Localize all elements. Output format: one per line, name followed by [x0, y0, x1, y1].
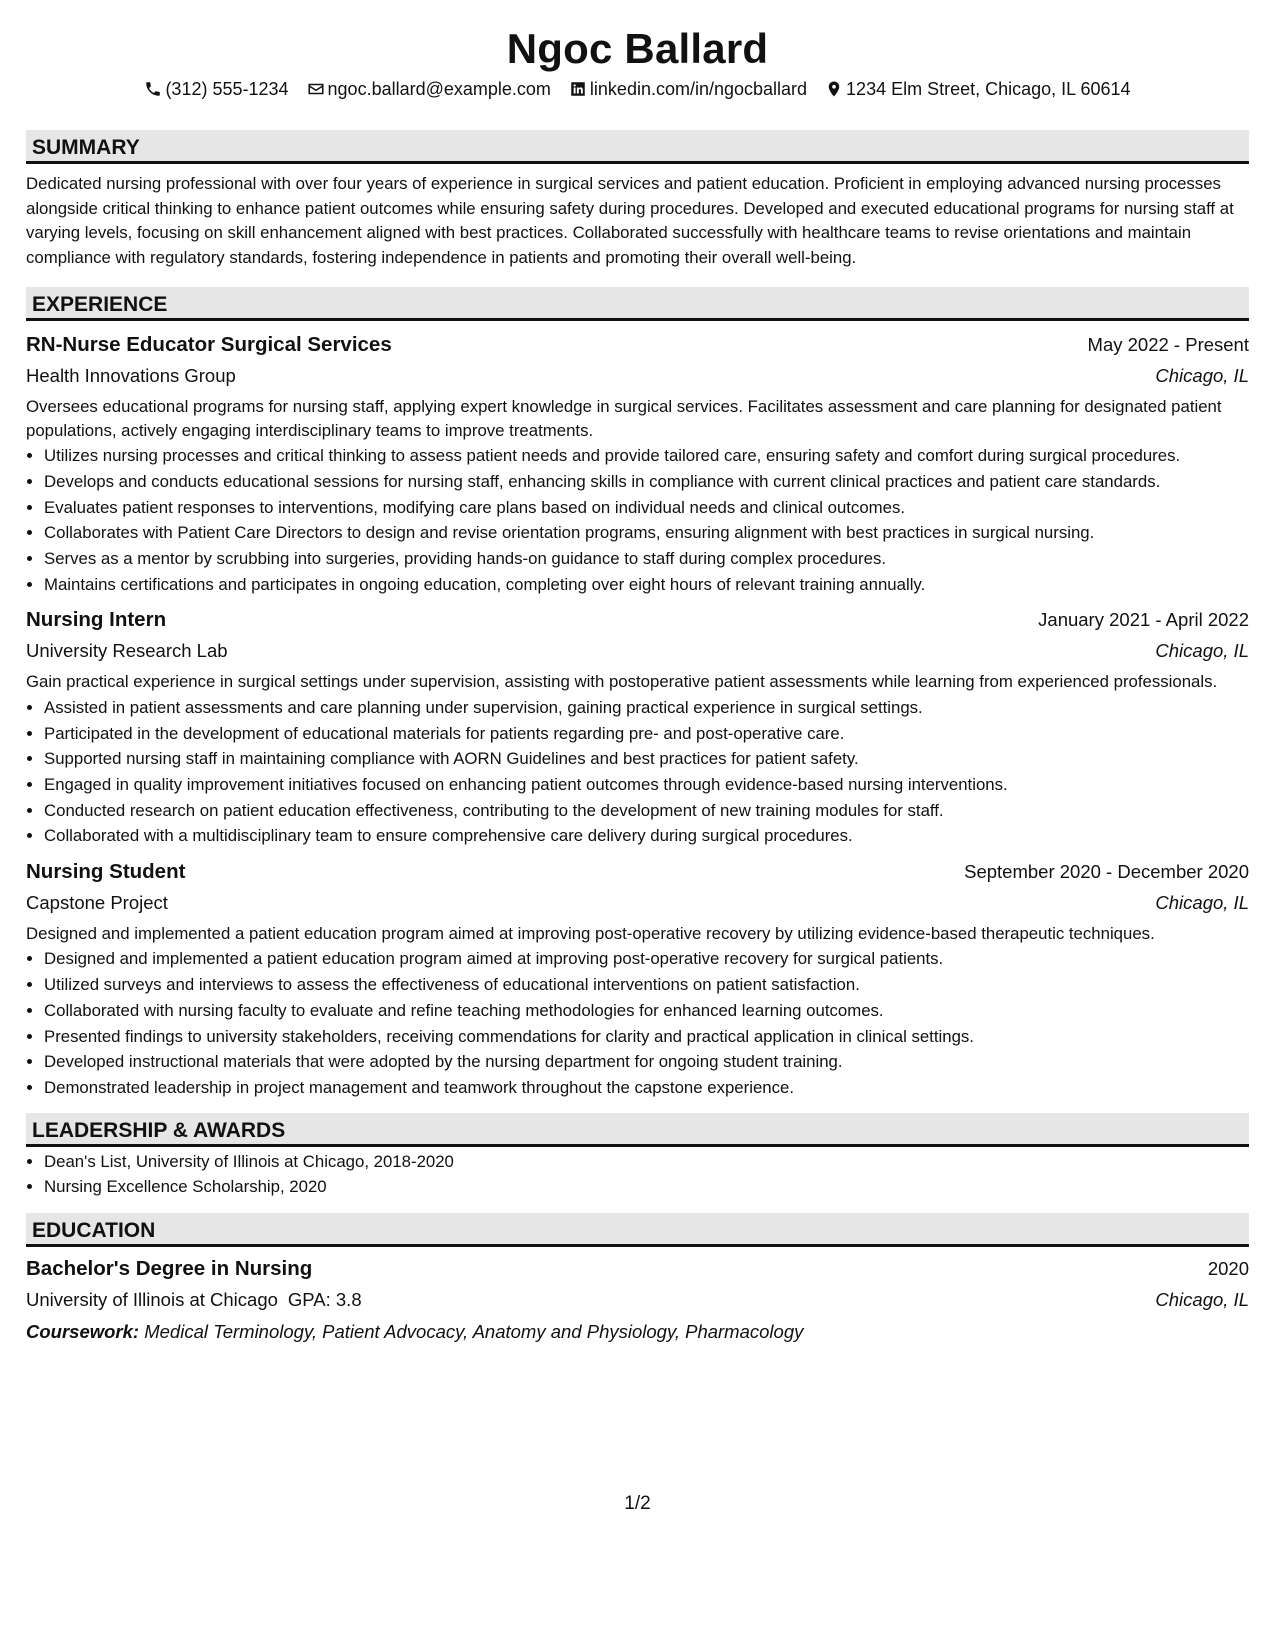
list-item: • Designed and implemented a patient education program aimed at improving post-operative recovery for surgical patients. [44, 947, 1249, 971]
linkedin-icon [569, 80, 587, 98]
job-location: Chicago, IL [1155, 640, 1249, 662]
list-item: • Collaborates with Patient Care Directors to design and revise orientation programs, ensuring alignment with best practices in surgical nursing. [44, 521, 1249, 545]
job-dates: September 2020 - December 2020 [964, 860, 1249, 882]
gpa: GPA: 3.8 [287, 1288, 362, 1310]
coursework [26, 1317, 1249, 1347]
list-item: • Supported nursing staff in maintaining compliance with AORN Guidelines and best practices for patient safety. [44, 747, 1249, 771]
list-item: • Collaborated with a multidisciplinary team to ensure comprehensive care delivery during surgical procedures. [44, 824, 1249, 848]
map-pin-icon [825, 80, 843, 98]
list-item: • Developed instructional materials that were adopted by the nursing department for ongoing student training. [44, 1050, 1249, 1074]
job-entry [26, 856, 1249, 1100]
list-item: • Dean's List, University of Illinois at Chicago, 2018-2020 [44, 1150, 1249, 1174]
job-organization: Capstone Project [26, 891, 168, 913]
list-item: • Conducted research on patient education effectiveness, contributing to the development of new training modules for staff. [44, 799, 1249, 823]
contact-bar [26, 76, 1249, 102]
job-organization: University Research Lab [26, 640, 228, 662]
candidate-name: Ngoc Ballard [506, 25, 769, 72]
job-description: Designed and implemented a patient education program aimed at improving post-operative recovery by utilizing evidence-based therapeutic techniques. [26, 923, 1155, 943]
list-item: • Engaged in quality improvement initiatives focused on enhancing patient outcomes through evidence-based nursing interventions. [44, 773, 1249, 797]
list-item: • Assisted in patient assessments and care planning under supervision, gaining practical experience in surgical settings. [44, 696, 1249, 720]
job-bullets [26, 696, 1249, 848]
list-item: • Serves as a mentor by scrubbing into surgeries, providing hands-on guidance to staff during complex procedures. [44, 547, 1249, 571]
email-text: ngoc.ballard@example.com [327, 79, 551, 99]
education-entry [26, 1253, 1249, 1347]
resume-content [26, 22, 1249, 1347]
list-item: • Utilizes nursing processes and critical thinking to assess patient needs and provide tailored care, ensuring safety and comfort during surgical procedures. [44, 444, 1249, 468]
contact-phone[interactable] [144, 76, 288, 102]
job-description: Gain practical experience in surgical settings under supervision, assisting with postoperative patient assessments while learning from experienced professionals. [26, 672, 1218, 692]
coursework-list: Medical Terminology, Patient Advocacy, Anatomy and Physiology, Pharmacology [144, 1320, 804, 1342]
leadership-heading: LEADERSHIP & AWARDS [26, 1113, 1249, 1147]
coursework-label: Coursework: [26, 1320, 140, 1342]
job-title: Nursing Intern [26, 608, 167, 632]
list-item: • Evaluates patient responses to interventions, modifying care plans based on individual needs and clinical outcomes. [44, 496, 1249, 520]
experience-heading: EXPERIENCE [26, 287, 1249, 321]
list-item: • Presented findings to university stakeholders, receiving commendations for clarity and practical application in clinical settings. [44, 1025, 1249, 1049]
job-bullets [26, 444, 1249, 596]
leadership-list [26, 1150, 1249, 1199]
job-location: Chicago, IL [1155, 891, 1249, 913]
degree-title: Bachelor's Degree in Nursing [26, 1256, 313, 1280]
job-entry [26, 604, 1249, 848]
job-bullets [26, 947, 1249, 1099]
phone-icon [144, 80, 162, 98]
contact-linkedin[interactable] [569, 76, 807, 102]
list-item: • Nursing Excellence Scholarship, 2020 [44, 1175, 1249, 1199]
job-title: RN-Nurse Educator Surgical Services [26, 333, 392, 356]
job-dates: May 2022 - Present [1087, 334, 1249, 355]
graduation-year: 2020 [1207, 1257, 1249, 1279]
list-item: • Collaborated with nursing faculty to evaluate and refine teaching methodologies for enhanced learning outcomes. [44, 999, 1249, 1023]
envelope-icon [307, 80, 325, 98]
summary-text: Dedicated nursing professional with over four years of experience in surgical services and patient education. Proficient in employing advanced nursing processes alongside critical thinking to enhance patient outcomes while ensuring safety during procedures. Developed and executed educational programs for nursing staff at varying levels, focusing on skill enhancement aligned with best practices. Collaborated successfully with healthcare teams to revise orientations and maintain compliance with regulatory standards, fostering independence in patients and promoting their overall well-being. [26, 174, 1234, 267]
page-number: 1/2 [624, 1493, 651, 1514]
job-description: Oversees educational programs for nursing staff, applying expert knowledge in surgical services. Facilitates assessment and care planning for designated patient populations, actively engaging interdisciplinary teams to improve treatments. [26, 397, 1222, 440]
summary-heading: SUMMARY [26, 130, 1249, 164]
list-item: • Utilized surveys and interviews to assess the effectiveness of educational interventions on patient satisfaction. [44, 973, 1249, 997]
contact-email[interactable] [307, 76, 551, 102]
job-title: Nursing Student [26, 859, 186, 883]
list-item: • Maintains certifications and participates in ongoing education, completing over eight hours of relevant training annually. [44, 573, 1249, 597]
address-text: 1234 Elm Street, Chicago, IL 60614 [846, 79, 1131, 99]
job-entry [26, 329, 1249, 596]
job-organization: Health Innovations Group [26, 365, 236, 386]
job-dates: January 2021 - April 2022 [1038, 609, 1249, 631]
list-item: • Demonstrated leadership in project management and teamwork throughout the capstone experience. [44, 1076, 1249, 1100]
contact-address [825, 76, 1131, 102]
school-name: University of Illinois at Chicago [26, 1288, 278, 1310]
school-location: Chicago, IL [1155, 1288, 1249, 1310]
education-heading: EDUCATION [26, 1213, 1249, 1247]
job-location: Chicago, IL [1155, 365, 1249, 386]
phone-text: (312) 555-1234 [165, 79, 289, 99]
list-item: • Develops and conducts educational sessions for nursing staff, enhancing skills in compliance with current clinical practices and patient care standards. [44, 470, 1249, 494]
list-item: • Participated in the development of educational materials for patients regarding pre- and post-operative care. [44, 722, 1249, 746]
linkedin-text: linkedin.com/in/ngocballard [589, 79, 808, 99]
